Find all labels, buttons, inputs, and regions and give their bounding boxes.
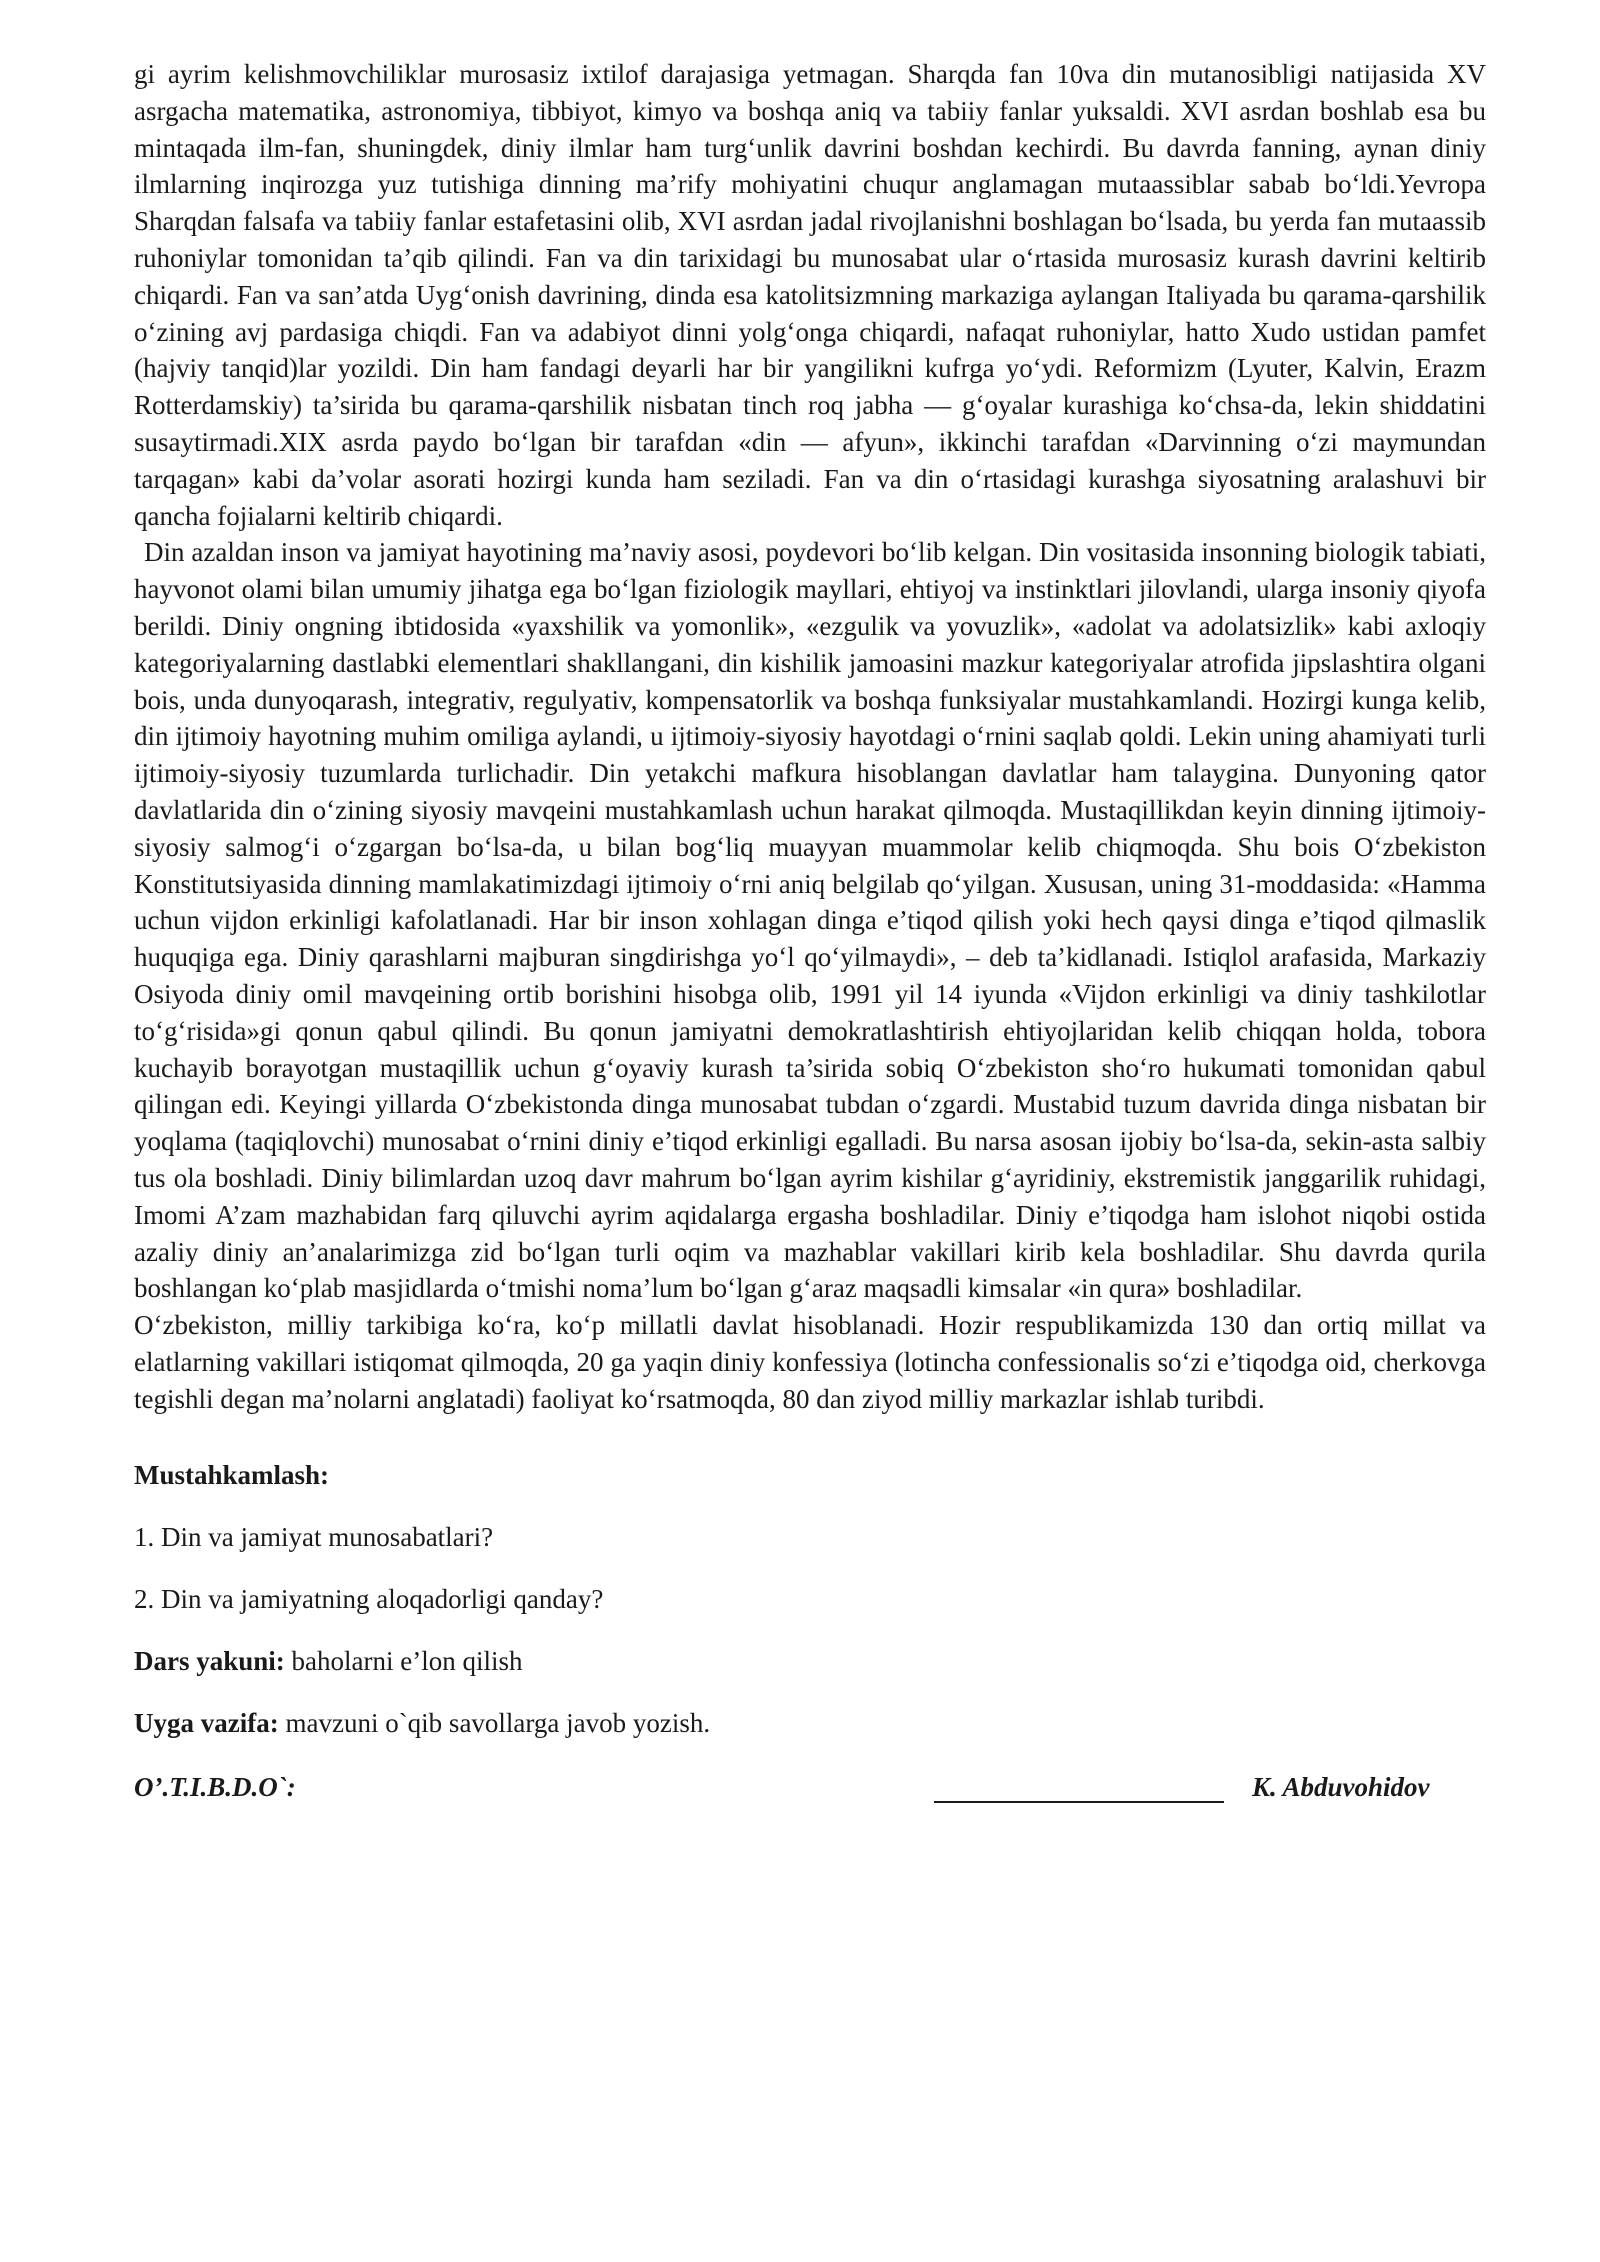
lesson-end-text: baholarni e’lon qilish [291,1646,523,1677]
question-1: 1. Din va jamiyat munosabatlari? [134,1522,494,1553]
question-2: 2. Din va jamiyatning aloqadorligi qanday? [134,1584,604,1615]
homework-label: Uyga vazifa: [134,1708,279,1739]
lesson-end-label: Dars yakuni: [134,1646,285,1677]
paragraph-2: Din azaldan inson va jamiyat hayotining ma’naviy asosi, poydevori bo‘lib kelgan. Din vositasida insonning biologik tabiati, hayvonot olami bilan umumiy jihatga ega bo‘lgan fiziologik mayllari, ehtiyoj va instinktlari jilovlandi, ularga insoniy qiyofa berildi. Diniy ongning ibtidosida «yaxshilik va yomonlik», «ezgulik va yovuzlik», «adolat va adolatsizlik» kabi axloqiy kategoriyalarning dastlabki elementlari shakllangani, din kishilik jamoasini mazkur kategoriyalar atrofida jipslashtira olgani bois, unda dunyoqarash, integrativ, regulyativ, kompensatorlik va boshqa funksiyalar mustahkamlandi. Hozirgi kunga kelib, din ijtimoiy hayotning muhim omiliga aylandi, u ijtimoiy-siyosiy hayotdagi o‘rnini saqlab qoldi. Lekin uning ahamiyati turli ijtimoiy-siyosiy tuzumlarda turlichadir. Din yetakchi mafkura hisoblangan davlatlar ham talaygina. Dunyoning qator davlatlarida din o‘zining siyosiy mavqeini mustahkamlash uchun harakat qilmoqda. Mustaqillikdan keyin dinning ijtimoiy-siyosiy salmog‘i o‘zgargan bo‘lsa-da, u bilan bog‘liq muayyan muammolar kelib chiqmoqda. Shu bois O‘zbekiston Konstitutsiyasida dinning mamlakatimizdagi ijtimoiy o‘rni aniq belgilab qo‘yilgan. Xususan, uning 31-moddasida: «Hamma uchun vijdon erkinligi kafolatlanadi. Har bir inson xohlagan dinga e’tiqod qilish yoki hech qaysi dinga e’tiqod qilmaslik huquqiga ega. Diniy qarashlarni majburan singdirishga yo‘l qo‘yilmaydi», – deb ta’kidlanadi. Istiqlol arafasida, Markaziy Osiyoda diniy omil mavqeining ortib borishini hisobga olib, 1991 yil 14 iyunda «Vijdon erkinligi va diniy tashkilotlar to‘g‘risida»gi qonun qabul qilindi. Bu qonun jamiyatni demokratlashtirish ehtiyojlaridan kelib chiqqan holda, tobora kuchayib borayotgan mustaqillik uchun g‘oyaviy kurash ta’sirida sobiq O‘zbekiston sho‘ro hukumati tomonidan qabul qilingan edi. Keyingi yillarda O‘zbekistonda dinga munosabat tubdan o‘zgardi. Mustabid tuzum davrida dinga nisbatan bir yoqlama (taqiqlovchi) munosabat o‘rnini diniy e’tiqod erkinligi egalladi. Bu narsa asosan ijobiy bo‘lsa-da, sekin-asta salbiy tus ola boshladi. Diniy bilimlardan uzoq davr mahrum bo‘lgan ayrim kishilar g‘ayridiniy, ekstremistik janggarilik ruhidagi, Imomi A’zam mazhabidan farq qiluvchi ayrim aqidalarga ergasha boshladilar. Diniy e’tiqodga ham islohot niqobi ostida azaliy diniy an’analarimizga zid bo‘lgan turli oqim va mazhablar vakillari kirib kela boshladilar. Shu davrda qurila boshlangan ko‘plab masjidlarda o‘tmishi noma’lum bo‘lgan g‘araz maqsadli kimsalar «in qura» boshladilar. [134,537,1486,1304]
lesson-end-line [134,1643,1486,1679]
homework-text: mavzuni o`qib savollarga javob yozish. [285,1708,711,1739]
review-title: Mustahkamlash: [134,1460,330,1491]
paragraph-1: gi ayrim kelishmovchiliklar murosasiz ixtilof darajasiga yetmagan. Sharqda fan 10va din mutanosibligi natijasida XV asrgacha matematika, astronomiya, tibbiyot, kimyo va boshqa aniq va tabiiy fanlar yuksaldi. XVI asrdan boshlab esa bu mintaqada ilm-fan, shuningdek, diniy ilmlar ham turg‘unlik davrini boshdan kechirdi. Bu davrda fanning, aynan diniy ilmlarning inqirozga yuz tutishiga dinning ma’rify mohiyatini chuqur anglamagan mutaassiblar sabab bo‘ldi.Yevropa Sharqdan falsafa va tabiiy fanlar estafetasini olib, XVI asrdan jadal rivojlanishni boshlagan bo‘lsada, bu yerda fan mutaassib ruhoniylar tomonidan ta’qib qilindi. Fan va din tarixidagi bu munosabat ular o‘rtasida murosasiz kurash davrini keltirib chiqardi. Fan va san’atda Uyg‘onish davrining, dinda esa katolitsizmning markaziga aylangan Italiyada bu qarama-qarshilik o‘zining avj pardasiga chiqdi. Fan va adabiyot dinni yolg‘onga chiqardi, nafaqat ruhoniylar, hatto Xudo ustidan pamfet (hajviy tanqid)lar yozildi. Din ham fandagi deyarli har bir yangilikni kufrga yo‘ydi. Reformizm (Lyuter, Kalvin, Erazm Rotterdamskiy) ta’sirida bu qarama-qarshilik nisbatan tinch roq jabha — g‘oyalar kurashiga ko‘chsa-da, lekin shiddatini susaytirmadi.XIX asrda paydo bo‘lgan bir tarafdan «din — afyun», ikkinchi tarafdan «Darvinning o‘zi maymundan tarqagan» kabi da’volar asorati hozirgi kunda ham seziladi. Fan va din o‘rtasidagi kurashga siyosatning aralashuvi bir qancha fojialarni keltirib chiqardi. [134,59,1486,531]
signature-line [934,1801,1224,1803]
homework-line [134,1705,1486,1741]
paragraph-3: O‘zbekiston, milliy tarkibiga ko‘ra, ko‘p millatli davlat hisoblanadi. Hozir respublikamizda 130 dan ortiq millat va elatlarning vakillari istiqomat qilmoqda, 20 ga yaqin diniy konfessiya (lotincha confessionalis so‘zi e’tiqodga oid, cherkovga tegishli degan ma’nolarni anglatadi) faoliyat ko‘rsatmoqda, 80 dan ziyod milliy markazlar ishlab turibdi. [134,1310,1486,1414]
document-page [134,56,1486,1809]
signature-footer [134,1769,1486,1809]
signature-name: K. Abduvohidov [1252,1772,1430,1803]
organization-label: O’.T.I.B.D.O`: [134,1772,296,1803]
